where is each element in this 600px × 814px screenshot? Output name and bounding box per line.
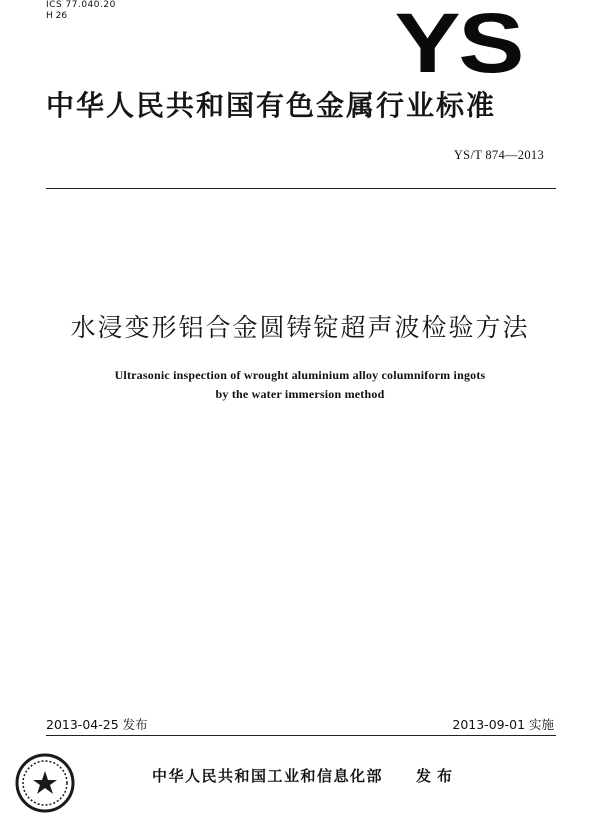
english-title — [0, 366, 600, 404]
english-title-line-2: by the water immersion method — [215, 387, 385, 401]
english-title-line-1: Ultrasonic inspection of wrought aluminium alloy columniform ingots — [114, 368, 486, 382]
chinese-title: 水浸变形铝合金圆铸锭超声波检验方法 — [70, 313, 530, 342]
ics-code: ICS 77.040.20 — [46, 0, 116, 10]
implementation-date: 2013-09-01 实施 — [452, 717, 554, 732]
standard-number: YS/T 874—2013 — [453, 148, 544, 162]
industry-standard-title: 中华人民共和国有色金属行业标准 — [46, 89, 497, 122]
top-divider — [46, 188, 556, 189]
issue-date: 2013-04-25 发布 — [46, 717, 148, 732]
ys-logo: YS — [394, 0, 522, 90]
official-seal-icon — [14, 752, 76, 814]
publish-label: 发布 — [416, 767, 459, 785]
bottom-divider — [46, 735, 556, 736]
ccs-code: H 26 — [46, 11, 68, 21]
publisher-name: 中华人民共和国工业和信息化部 — [152, 767, 384, 785]
